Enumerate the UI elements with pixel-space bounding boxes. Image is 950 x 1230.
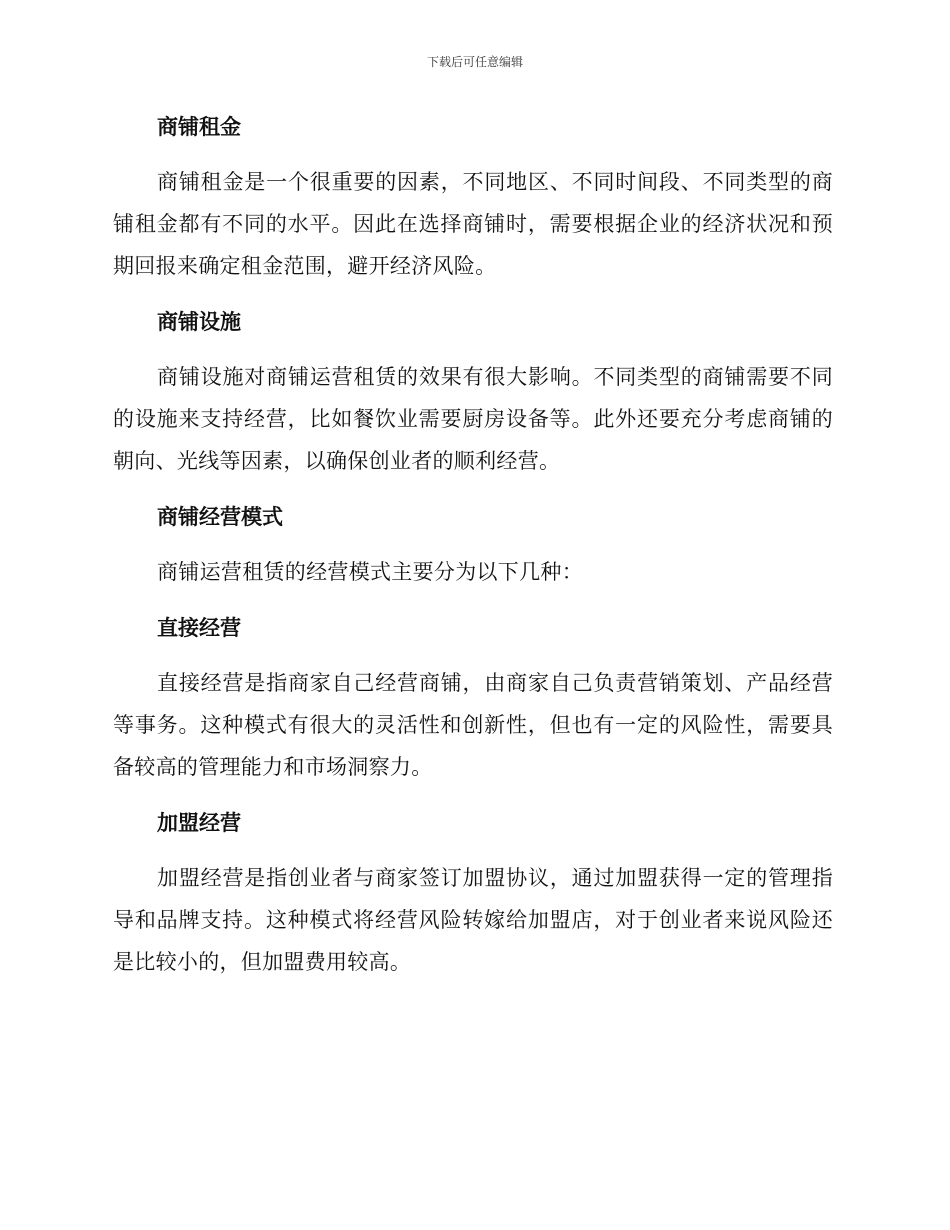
section-paragraph: 商铺设施对商铺运营租赁的效果有很大影响。不同类型的商铺需要不同的设施来支持经营，比如餐饮业需要厨房设备等。此外还要充分考虑商铺的朝向、光线等因素，以确保创业者的顺利经营。: [113, 365, 833, 473]
section-business-model: [113, 497, 833, 593]
section-heading: 商铺设施: [157, 310, 241, 334]
section-heading: 直接经营: [157, 616, 241, 640]
section-heading: 商铺租金: [157, 115, 241, 139]
section-heading: 加盟经营: [157, 811, 241, 835]
document-body: [113, 107, 833, 998]
section-franchise-operation: [113, 803, 833, 983]
section-paragraph: 加盟经营是指创业者与商家签订加盟协议，通过加盟获得一定的管理指导和品牌支持。这种模式将经营风险转嫁给加盟店，对于创业者来说风险还是比较小的，但加盟费用较高。: [113, 866, 833, 974]
section-paragraph: 商铺租金是一个很重要的因素，不同地区、不同时间段、不同类型的商铺租金都有不同的水平。因此在选择商铺时，需要根据企业的经济状况和预期回报来确定租金范围，避开经济风险。: [113, 170, 833, 278]
section-paragraph: 商铺运营租赁的经营模式主要分为以下几种：: [157, 560, 583, 584]
section-shop-facilities: [113, 302, 833, 482]
page-header: 下载后可任意编辑: [426, 55, 523, 69]
section-direct-operation: [113, 608, 833, 788]
section-heading: 商铺经营模式: [157, 505, 283, 529]
section-shop-rent: [113, 107, 833, 287]
section-paragraph: 直接经营是指商家自己经营商铺，由商家自己负责营销策划、产品经营等事务。这种模式有很大的灵活性和创新性，但也有一定的风险性，需要具备较高的管理能力和市场洞察力。: [113, 671, 833, 779]
